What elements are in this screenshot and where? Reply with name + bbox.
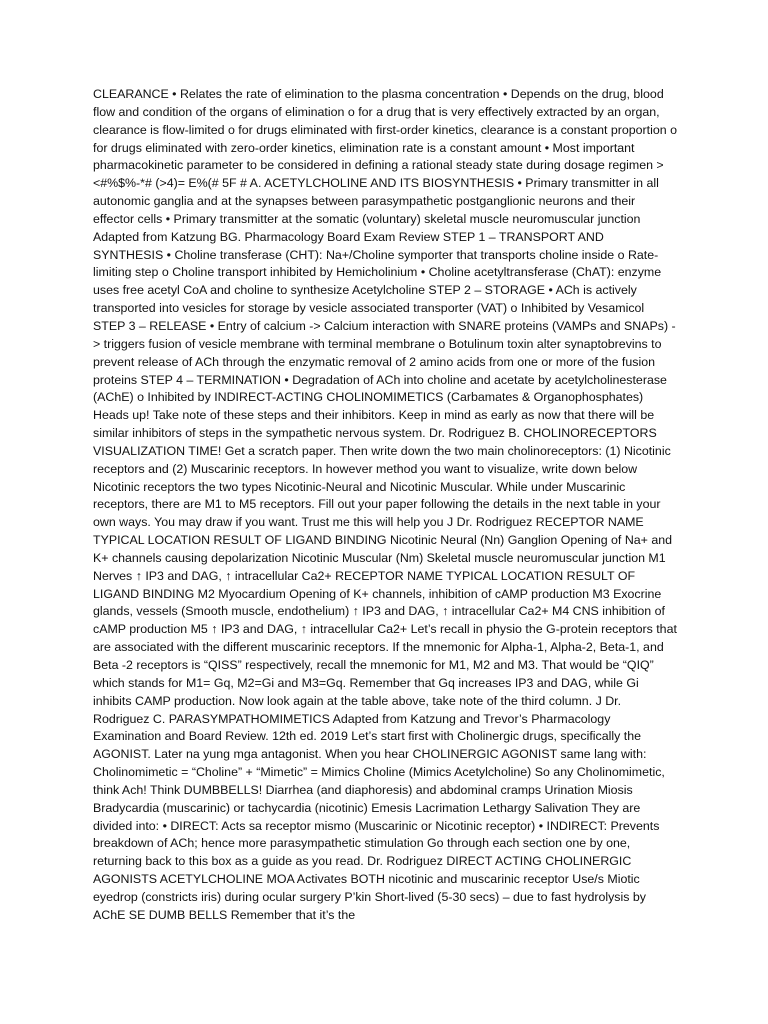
document-page (93, 86, 677, 925)
body-text: CLEARANCE • Relates the rate of elimination to the plasma concentration • Depends on the drug, blood flow and condition of the organs of elimination o for a drug that is very effectively extracted by an organ, clearance is flow-limited o for drugs eliminated with first-order kinetics, clearance is a constant proportion o for drugs eliminated with zero-order kinetics, elimination rate is a constant amount • Most important pharmacokinetic parameter to be considered in defining a rational steady state during dosage regimen ><#%$%-*# (>4)= E%(# 5F # A. ACETYLCHOLINE AND ITS BIOSYNTHESIS • Primary transmitter in all autonomic ganglia and at the synapses between parasympathetic postganglionic neurons and their effector cells • Primary transmitter at the somatic (voluntary) skeletal muscle neuromuscular junction Adapted from Katzung BG. Pharmacology Board Exam Review STEP 1 – TRANSPORT AND SYNTHESIS • Choline transferase (CHT): Na+/Choline symporter that transports choline inside o Rate-limiting step o Choline transport inhibited by Hemicholinium • Choline acetyltransferase (ChAT): enzyme uses free acetyl CoA and choline to synthesize Acetylcholine STEP 2 – STORAGE • ACh is actively transported into vesicles for storage by vesicle associated transporter (VAT) o Inhibited by Vesamicol STEP 3 – RELEASE • Entry of calcium -> Calcium interaction with SNARE proteins (VAMPs and SNAPs) -> triggers fusion of vesicle membrane with terminal membrane o Botulinum toxin alter synaptobrevins to prevent release of ACh through the enzymatic removal of 2 amino acids from one or more of the fusion proteins STEP 4 – TERMINATION • Degradation of ACh into choline and acetate by acetylcholinesterase (AChE) o Inhibited by INDIRECT-ACTING CHOLINOMIMETICS (Carbamates & Organophosphates) Heads up! Take note of these steps and their inhibitors. Keep in mind as early as now that there will be similar inhibitors of steps in the sympathetic nervous system. Dr. Rodriguez B. CHOLINORECEPTORS VISUALIZATION TIME! Get a scratch paper. Then write down the two main cholinoreceptors: (1) Nicotinic receptors and (2) Muscarinic receptors. In however method you want to visualize, write down below Nicotinic receptors the two types Nicotinic-Neural and Nicotinic Muscular. While under Muscarinic receptors, there are M1 to M5 receptors. Fill out your paper following the details in the next table in your own ways. You may draw if you want. Trust me this will help you J Dr. Rodriguez RECEPTOR NAME TYPICAL LOCATION RESULT OF LIGAND BINDING Nicotinic Neural (Nn) Ganglion Opening of Na+ and K+ channels causing depolarization Nicotinic Muscular (Nm) Skeletal muscle neuromuscular junction M1 Nerves ↑ IP3 and DAG, ↑ intracellular Ca2+ RECEPTOR NAME TYPICAL LOCATION RESULT OF LIGAND BINDING M2 Myocardium Opening of K+ channels, inhibition of cAMP production M3 Exocrine glands, vessels (Smooth muscle, endothelium) ↑ IP3 and DAG, ↑ intracellular Ca2+ M4 CNS inhibition of cAMP production M5 ↑ IP3 and DAG, ↑ intracellular Ca2+ Let’s recall in physio the G-protein receptors that are associated with the different muscarinic receptors. If the mnemonic for Alpha-1, Alpha-2, Beta-1, and Beta -2 receptors is “QISS” respectively, recall the mnemonic for M1, M2 and M3. That would be “QIQ” which stands for M1= Gq, M2=Gi and M3=Gq. Remember that Gq increases IP3 and DAG, while Gi inhibits CAMP production. Now look again at the table above, take note of the third column. J Dr. Rodriguez C. PARASYMPATHOMIMETICS Adapted from Katzung and Trevor’s Pharmacology Examination and Board Review. 12th ed. 2019 Let’s start first with Cholinergic drugs, specifically the AGONIST. Later na yung mga antagonist. When you hear CHOLINERGIC AGONIST same lang with: Cholinomimetic = “Choline” + “Mimetic” = Mimics Choline (Mimics Acetylcholine) So any Cholinomimetic, think Ach! Think DUMBBELLS! Diarrhea (and diaphoresis) and abdominal cramps Urination Miosis Bradycardia (muscarinic) or tachycardia (nicotinic) Emesis Lacrimation Lethargy Salivation They are divided into: • DIRECT: Acts sa receptor mismo (Muscarinic or Nicotinic receptor) • INDIRECT: Prevents breakdown of ACh; hence more parasympathetic stimulation Go through each section one by one, returning back to this box as a guide as you read. Dr. Rodriguez DIRECT ACTING CHOLINERGIC AGONISTS ACETYLCHOLINE MOA Activates BOTH nicotinic and muscarinic receptor Use/s Miotic eyedrop (constricts iris) during ocular surgery P’kin Short-lived (5-30 secs) – due to fast hydrolysis by AChE SE DUMB BELLS Remember that it’s the (93, 87, 677, 922)
